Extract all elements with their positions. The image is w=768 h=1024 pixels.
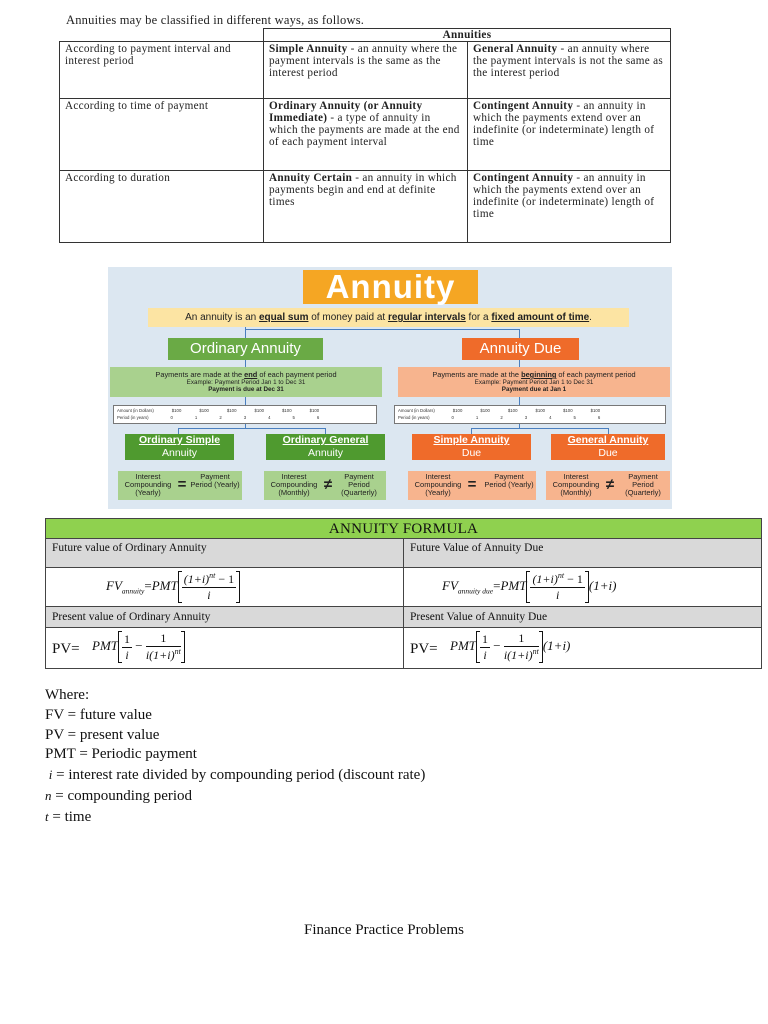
comparison-box: Interest Compounding (Monthly) ≠ Payment Period (Quarterly) — [264, 471, 386, 500]
connector-line — [519, 329, 520, 338]
intro-text: Annuities may be classified in different ways, as follows. — [66, 13, 365, 27]
list-item: FV = future value — [45, 706, 152, 723]
ordinary-simple-box: Ordinary Simple Annuity — [125, 434, 234, 460]
connector-line — [245, 329, 246, 338]
annuity-due-box: Annuity Due — [462, 338, 579, 360]
page-footer: Finance Practice Problems — [304, 922, 464, 938]
type-term: Ordinary Annuity (or Annuity Immediate) — [269, 100, 423, 124]
due-description: Payments are made at the beginning of each payment period Example: Payment Period Jan 1 to Dec 31 Payment due at Jan 1 — [398, 367, 670, 397]
type-term: Contingent Annuity — [473, 172, 574, 184]
table-row — [60, 99, 671, 171]
table-header: Annuities — [264, 29, 671, 42]
annuity-definition: An annuity is an equal sum of money paid at regular intervals for a fixed amount of time. — [148, 308, 629, 327]
type-cell — [264, 171, 468, 243]
annuity-classification-table — [59, 28, 671, 243]
due-timeline: Amount (in Dollars) $100 $100 $100 $100 $100 $100 Period (in years) 0 1 2 3 4 5 6 — [394, 405, 666, 424]
simple-due-box: Simple Annuity Due — [412, 434, 531, 460]
formula-heading: ANNUITY FORMULA — [46, 519, 762, 539]
comparison-box: Interest Compounding (Monthly) ≠ Payment Period (Quarterly) — [546, 471, 670, 500]
ordinary-timeline: Amount (in Dollars) $100 $100 $100 $100 $100 $100 Period (in years) 0 1 2 3 4 5 6 — [113, 405, 377, 424]
connector-line — [178, 428, 325, 429]
ordinary-annuity-box: Ordinary Annuity — [168, 338, 323, 360]
list-item: i = interest rate divided by compounding period (discount rate) — [48, 767, 426, 784]
type-cell — [468, 99, 671, 171]
connector-line — [471, 428, 608, 429]
infographic-title: Annuity — [303, 270, 478, 304]
ordinary-description: Payments are made at the end of each payment period Example: Payment Period Jan 1 to Dec 31 Payment is due at Dec 31 — [110, 367, 382, 397]
pv-due-formula: PV= PMT $\frac{1}{i}$ − $\frac{1}{i(1+i)^{nt}}$ (1+i) — [404, 628, 762, 669]
type-cell — [468, 42, 671, 99]
type-cell — [264, 99, 468, 171]
table-row — [60, 171, 671, 243]
criterion-cell: According to payment interval and interest period — [60, 42, 264, 99]
type-term: Annuity Certain — [269, 172, 353, 184]
criterion-cell: According to duration — [60, 171, 264, 243]
annuity-formula-table — [45, 518, 762, 669]
comparison-box: Interest Compounding (Yearly) = Payment Period (Yearly) — [408, 471, 536, 500]
general-due-box: General Annuity Due — [551, 434, 665, 460]
type-desc: - an annuity in which the payments extend over an indefinite (or indeterminate) length of time — [473, 172, 655, 220]
connector-line — [245, 360, 246, 367]
type-cell — [264, 42, 468, 99]
table-header-row — [60, 29, 671, 42]
connector-line — [245, 397, 246, 405]
criterion-cell: According to time of payment — [60, 99, 264, 171]
list-item: t = time — [45, 808, 92, 825]
pv-ordinary-formula: PV= PMT $\frac{1}{i}$ − $\frac{1}{i(1+i)^{nt}}$ — [46, 628, 404, 669]
fv-due-label: Future Value of Annuity Due — [404, 539, 762, 568]
annuity-infographic — [108, 267, 672, 509]
type-cell — [468, 171, 671, 243]
connector-line — [245, 329, 520, 330]
list-item: PV = present value — [45, 726, 160, 743]
pv-due-label: Present Value of Annuity Due — [404, 607, 762, 628]
variable-definitions — [45, 686, 425, 828]
where-heading: Where: — [45, 687, 90, 703]
comparison-box: Interest Compounding (Yearly) = Payment Period (Yearly) — [118, 471, 242, 500]
fv-ordinary-formula: $FV_{annuity}=PMT$ $\frac{(1+i)^{nt} - 1}{i}$ — [46, 568, 404, 607]
fv-due-formula: $FV_{annuity due}=PMT$ $\frac{(1+i)^{nt} - 1}{i}$ (1+i) — [404, 568, 762, 607]
type-desc: - an annuity in which payments begin and end at definite times — [269, 172, 457, 208]
fv-ordinary-label: Future value of Ordinary Annuity — [46, 539, 404, 568]
list-item: PMT = Periodic payment — [45, 746, 197, 763]
type-term: Simple Annuity — [269, 43, 348, 55]
ordinary-general-box: Ordinary General Annuity — [266, 434, 385, 460]
type-desc: - an annuity where the payment intervals is not the same as the interest period — [473, 43, 664, 79]
type-desc: - an annuity in which the payments extend over an indefinite (or indeterminate) length of time — [473, 100, 655, 148]
type-desc: - a type of annuity in which the payments are made at the end of each payment interval — [269, 112, 460, 148]
type-desc: - an annuity where the payment intervals is the same as the interest period — [269, 43, 458, 79]
type-term: Contingent Annuity — [473, 100, 574, 112]
pv-ordinary-label: Present value of Ordinary Annuity — [46, 607, 404, 628]
connector-line — [519, 360, 520, 367]
list-item: n = compounding period — [45, 787, 193, 804]
type-term: General Annuity — [473, 43, 558, 55]
table-row — [60, 42, 671, 99]
connector-line — [519, 397, 520, 405]
